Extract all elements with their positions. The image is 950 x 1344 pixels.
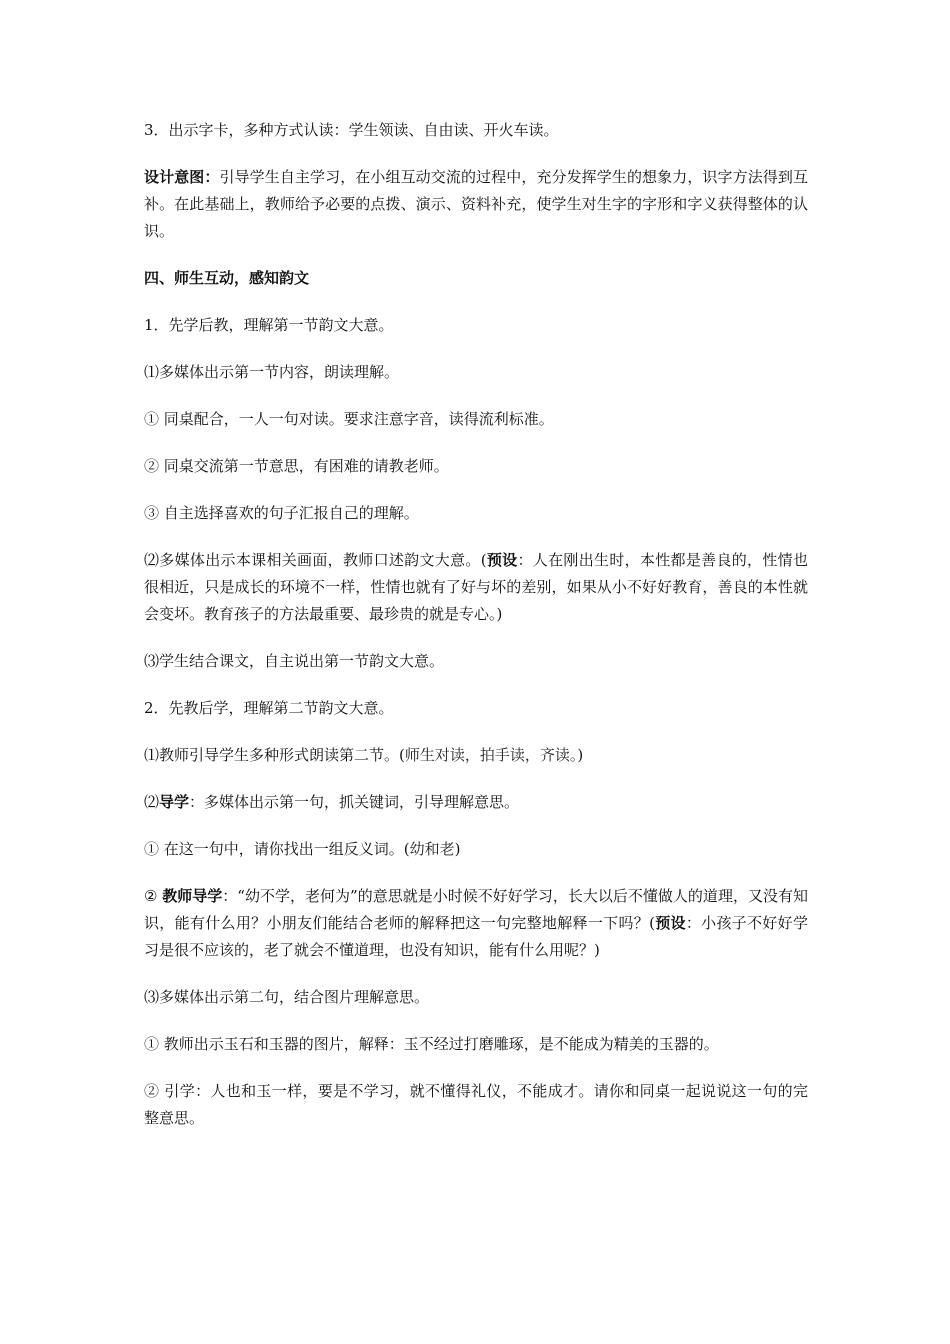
item-1-2-after: ：人在刚出生时，本性都是善良的，性情也很相近，只是成长的环境不一样，性情也就有了好与坏的差别，如果从小不好好教育，善良的本性就会变坏。教育孩子的方法最重要、最珍贵的就是专心。)	[144, 551, 808, 623]
item-2-1	[144, 742, 808, 769]
item-1-1-c: ③ 自主选择喜欢的句子汇报自己的理解。	[144, 504, 419, 522]
item-1-1-a: ① 同桌配合，一人一句对读。要求注意字音，读得流利标准。	[144, 410, 554, 428]
item-2-1-note: 师生对读，拍手读，齐读。	[404, 746, 578, 764]
design-intent-label: 设计意图：	[144, 168, 220, 186]
item-2-1-end: )	[577, 746, 584, 764]
subsection-1: 1．先学后教，理解第一节韵文大意。	[144, 316, 394, 334]
item-2-3-b: ② 引学：人也和玉一样，要是不学习，就不懂得礼仪，不能成才。请你和同桌一起说说这一句的完整意思。	[144, 1082, 808, 1127]
preset-label-2: 预设	[654, 914, 686, 932]
item-2-2-after: ：多媒体出示第一句，抓关键词，引导理解意思。	[189, 793, 520, 811]
guide-label: 导学	[159, 793, 190, 811]
design-intent-text: 引导学生自主学习，在小组互动交流的过程中，充分发挥学生的想象力，识字方法得到互补。在此基础上，教师给予必要的点拨、演示、资料补充，使学生对生字的字形和字义获得整体的认识。	[144, 168, 808, 240]
item-1-1: ⑴多媒体出示第一节内容，朗读理解。	[144, 363, 400, 381]
preset-label: 预设	[486, 551, 518, 569]
item-2-2-b-after: ：小孩子不好好学习是很不应该的，老了就会不懂道理，也没有知识，能有什么用呢？)	[144, 914, 808, 959]
item-2-2-b-middle: ：“幼不学，老何为”的意思就是小时候不好好学习，长大以后不懂做人的道理，又没有知识，能有什么用？小朋友们能结合老师的解释把这一句完整地解释一下吗？(	[144, 887, 808, 932]
item-2-2-a-note: 幼和老	[409, 840, 455, 858]
item-1-3: ⑶学生结合课文，自主说出第一节韵文大意。	[144, 652, 445, 670]
item-2-3-a: ① 教师出示玉石和玉器的图片，解释：玉不经过打磨雕琢，是不能成为精美的玉器的。	[144, 1035, 719, 1053]
item-2-2-a	[144, 836, 808, 863]
step-3-paragraph: 3．出示字卡，多种方式认读：学生领读、自由读、开火车读。	[144, 121, 559, 139]
design-intent-paragraph	[144, 164, 808, 245]
item-2-2-b-prefix: ②	[144, 887, 163, 905]
item-1-2-before: ⑵多媒体出示本课相关画面，教师口述韵文大意。(	[144, 551, 487, 569]
item-1-1-b: ② 同桌交流第一节意思，有困难的请教老师。	[144, 457, 449, 475]
section-heading: 四、师生互动，感知韵文	[144, 269, 310, 287]
item-2-3: ⑶多媒体出示第二句，结合图片理解意思。	[144, 988, 430, 1006]
item-2-2-a-text: ① 在这一句中，请你找出一组反义词。(	[144, 840, 410, 858]
document-body	[144, 117, 808, 1152]
item-2-2-before: ⑵	[144, 793, 160, 811]
subsection-2: 2．先教后学，理解第二节韵文大意。	[144, 699, 394, 717]
item-2-2-b	[144, 883, 808, 964]
item-2-1-text: ⑴教师引导学生多种形式朗读第二节。(	[144, 746, 405, 764]
teacher-guide-label: 教师导学	[162, 887, 223, 905]
item-1-2	[144, 547, 808, 628]
item-2-2	[144, 789, 808, 816]
item-2-2-a-end: )	[454, 840, 461, 858]
